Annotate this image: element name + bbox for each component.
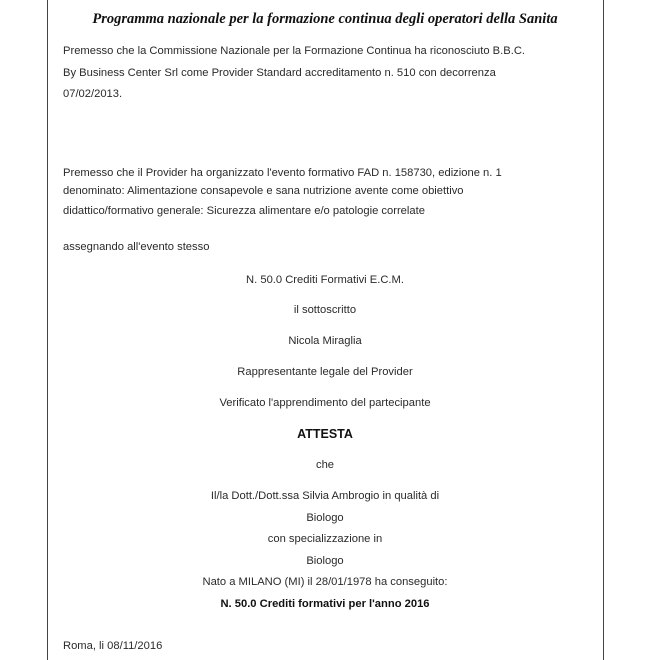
place-date-text: Roma, li 08/11/2016	[63, 640, 163, 652]
attesta-heading: ATTESTA	[297, 427, 353, 441]
profession-text: Biologo	[306, 512, 344, 524]
premise2-line-3: didattico/formativo generale: Sicurezza alimentare e/o patologie correlate	[63, 205, 425, 217]
premise1-line-3: 07/02/2013.	[63, 88, 123, 100]
participant-text: Il/la Dott./Dott.ssa Silvia Ambrogio in qualità di	[210, 490, 440, 502]
premise1-line-2: By Business Center Srl come Provider Standard accreditamento n. 510 con decorrenza	[63, 67, 496, 79]
premise2-line-1: Premesso che il Provider ha organizzato l'evento formativo FAD n. 158730, edizione n. 1	[63, 167, 502, 179]
document-title: Programma nazionale per la formazione continua degli operatori della Sanita	[92, 11, 558, 27]
signer-name: Nicola Miraglia	[288, 335, 362, 347]
premise2-line-2: denominato: Alimentazione consapevole e sana nutrizione avente come obiettivo	[63, 185, 464, 197]
specialization-label: con specializzazione in	[267, 533, 383, 545]
birth-text: Nato a MILANO (MI) il 28/01/1978 ha conseguito:	[202, 576, 448, 588]
credits-year-text: N. 50.0 Crediti formativi per l'anno 2016	[220, 598, 430, 610]
assigning-text: assegnando all'evento stesso	[63, 241, 210, 253]
signer-role: Rappresentante legale del Provider	[237, 366, 413, 378]
credits-text: N. 50.0 Crediti Formativi E.C.M.	[246, 274, 404, 286]
verified-text: Verificato l'apprendimento del partecipante	[219, 397, 431, 409]
specialization-text: Biologo	[306, 555, 344, 567]
che-text: che	[315, 459, 335, 471]
undersigned-text: il sottoscritto	[293, 304, 357, 316]
premise1-line-1: Premesso che la Commissione Nazionale per la Formazione Continua ha riconosciuto B.B.C.	[63, 45, 526, 57]
